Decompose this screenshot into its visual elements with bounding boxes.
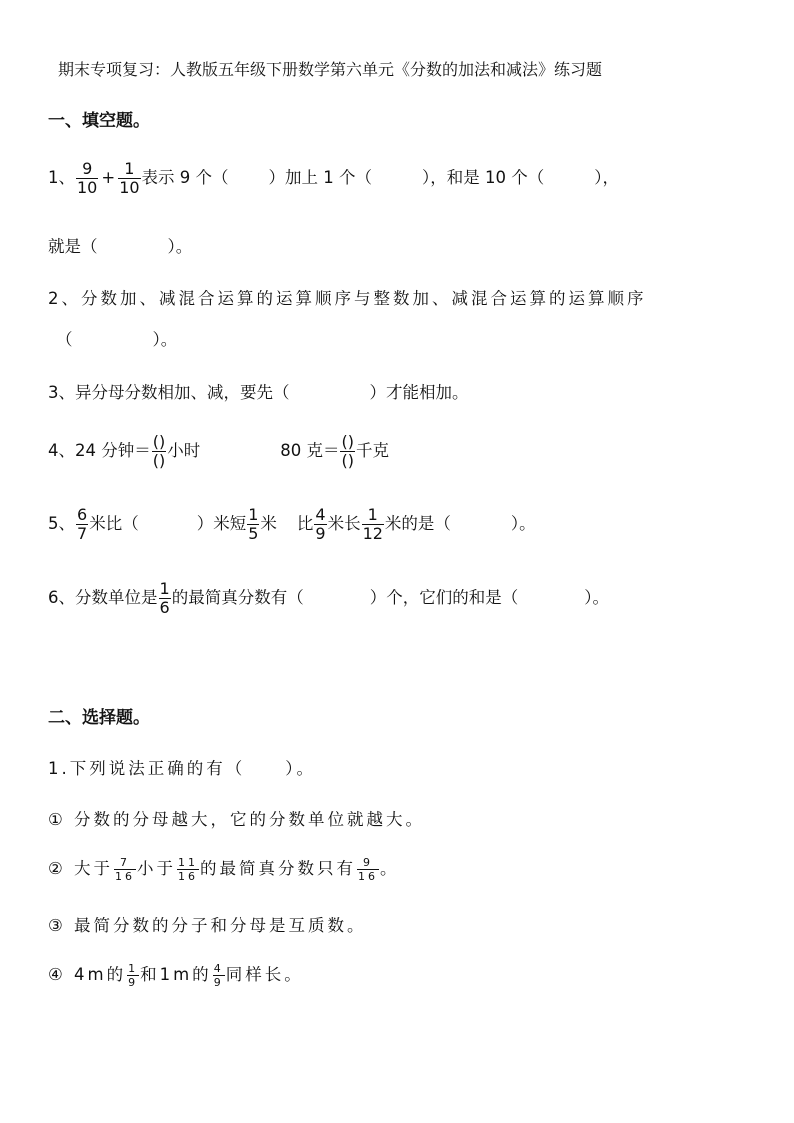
fraction-numerator: 7 (120, 856, 131, 869)
q6-text-a: 6、分数单位是 (48, 588, 158, 608)
c1-o2-a: ② 大于 (48, 859, 114, 879)
question-5 (48, 506, 536, 543)
fraction-denominator: 12 (362, 524, 383, 543)
c1-o2-d: 。 (380, 859, 400, 879)
blank-fraction[interactable] (340, 433, 354, 470)
q4-right: 80 克＝ (280, 441, 340, 461)
c1-o4-a: ④ 4m的 (48, 965, 127, 985)
fraction-1-5 (247, 506, 259, 543)
fraction-denominator-blank[interactable]: () (341, 451, 354, 470)
q5-text-3: 米 (260, 514, 277, 534)
fraction-11-16 (177, 856, 199, 883)
question-6 (48, 580, 609, 617)
q1-text-3: ），和是 10 个（ (422, 168, 545, 188)
fraction-9-16 (357, 856, 379, 883)
fraction-denominator: 9 (128, 976, 139, 989)
fraction-numerator: 1 (367, 505, 378, 524)
c1-o2-c: 的最简真分数只有 (200, 859, 357, 879)
q4-number: 4、 (48, 441, 75, 461)
q1-text-1: 表示 9 个（ (141, 168, 229, 188)
page-title: 期末专项复习：人教版五年级下册数学第六单元《分数的加法和减法》练习题 (58, 60, 603, 79)
q5-text-4: 比 (296, 514, 314, 534)
fraction-denominator: 10 (77, 178, 98, 197)
fraction-numerator-blank[interactable]: () (341, 432, 354, 451)
q1-cont: 就是（ (48, 237, 98, 256)
blank-fraction[interactable] (152, 433, 166, 470)
section-heading-choice: 二、选择题。 (48, 708, 150, 728)
plus-sign: + (101, 168, 116, 188)
q5-text-6: 米的是（ (384, 514, 451, 534)
fraction-denominator: 6 (159, 598, 170, 617)
question-2: 2、分数加、减混合运算的运算顺序与整数加、减混合运算的运算顺序 (48, 289, 647, 308)
choice-question-1-stem (48, 761, 316, 778)
q2-open: （ (56, 330, 73, 349)
q1-text-4: ）， (594, 168, 620, 188)
q3-text-a: 3、异分母分数相加、减，要先（ (48, 383, 290, 402)
question-2-continued (56, 332, 177, 349)
choice-option-1[interactable]: ① 分数的分母越大，它的分数单位就越大。 (48, 810, 426, 829)
fraction-numerator: 1 (159, 579, 170, 598)
question-1 (48, 160, 619, 197)
choice-option-3[interactable]: ③ 最简分数的分子和分母是互质数。 (48, 916, 367, 935)
q2-close: ）。 (152, 330, 178, 349)
fraction-9-10 (76, 160, 98, 197)
fraction-numerator: 9 (82, 159, 93, 178)
fraction-denominator: 16 (358, 870, 379, 883)
c1-stem-a: 1.下列说法正确的有（ (48, 759, 246, 778)
q6-text-c: ）个，它们的和是（ (369, 588, 519, 608)
c1-o4-c: 同样长。 (225, 965, 304, 985)
q5-text-5: 米长 (327, 514, 361, 534)
c1-o2-b: 小于 (137, 859, 177, 879)
q5-number: 5、 (48, 514, 75, 534)
fraction-1-9 (127, 962, 139, 989)
fraction-numerator: 9 (363, 856, 374, 869)
fraction-4-9 (314, 506, 326, 543)
fraction-denominator: 9 (315, 524, 326, 543)
q4-unit-1: 小时 (167, 441, 201, 461)
fraction-4-9 (213, 962, 225, 989)
q6-text-b: 的最简真分数有（ (171, 588, 304, 608)
fraction-1-10 (118, 160, 140, 197)
fraction-denominator: 9 (213, 976, 224, 989)
q3-text-b: ）才能相加。 (369, 383, 469, 402)
fraction-denominator-blank[interactable]: () (152, 451, 166, 470)
fraction-7-16 (114, 856, 136, 883)
c1-o4-b: 和1m的 (140, 965, 212, 985)
fraction-numerator: 6 (77, 505, 88, 524)
q1-number: 1、 (48, 168, 75, 188)
section-heading-fill-blank: 一、填空题。 (48, 111, 150, 131)
q5-text-2: ）米短 (196, 514, 247, 534)
choice-option-2[interactable] (48, 856, 400, 883)
q1-cont-end: ）。 (167, 237, 193, 256)
fraction-numerator: 1 (124, 159, 135, 178)
choice-option-4[interactable] (48, 962, 304, 989)
q5-text-7: ）。 (510, 514, 536, 534)
fraction-1-12 (362, 506, 384, 543)
fraction-numerator: 4 (315, 505, 326, 524)
fraction-denominator: 7 (77, 524, 88, 543)
fraction-numerator: 1 (248, 505, 259, 524)
q5-text-1: 米比（ (89, 514, 139, 534)
fraction-denominator: 10 (119, 178, 140, 197)
c1-stem-b: ）。 (285, 759, 316, 778)
fraction-numerator: 4 (213, 962, 224, 975)
q4-unit-2: 千克 (355, 441, 389, 461)
question-4 (48, 433, 389, 470)
fraction-numerator: 11 (178, 856, 199, 869)
q1-text-2: ）加上 1 个（ (268, 168, 373, 188)
fraction-numerator: 1 (128, 962, 139, 975)
fraction-denominator: 16 (178, 870, 199, 883)
fraction-6-7 (76, 506, 88, 543)
fraction-1-6 (159, 580, 171, 617)
fraction-denominator: 16 (115, 870, 136, 883)
fraction-denominator: 5 (248, 524, 259, 543)
question-1-continued (48, 239, 192, 256)
q4-left: 24 分钟＝ (75, 441, 151, 461)
fraction-numerator-blank[interactable]: () (152, 432, 166, 451)
q6-text-d: ）。 (584, 588, 609, 608)
question-3 (48, 385, 469, 402)
